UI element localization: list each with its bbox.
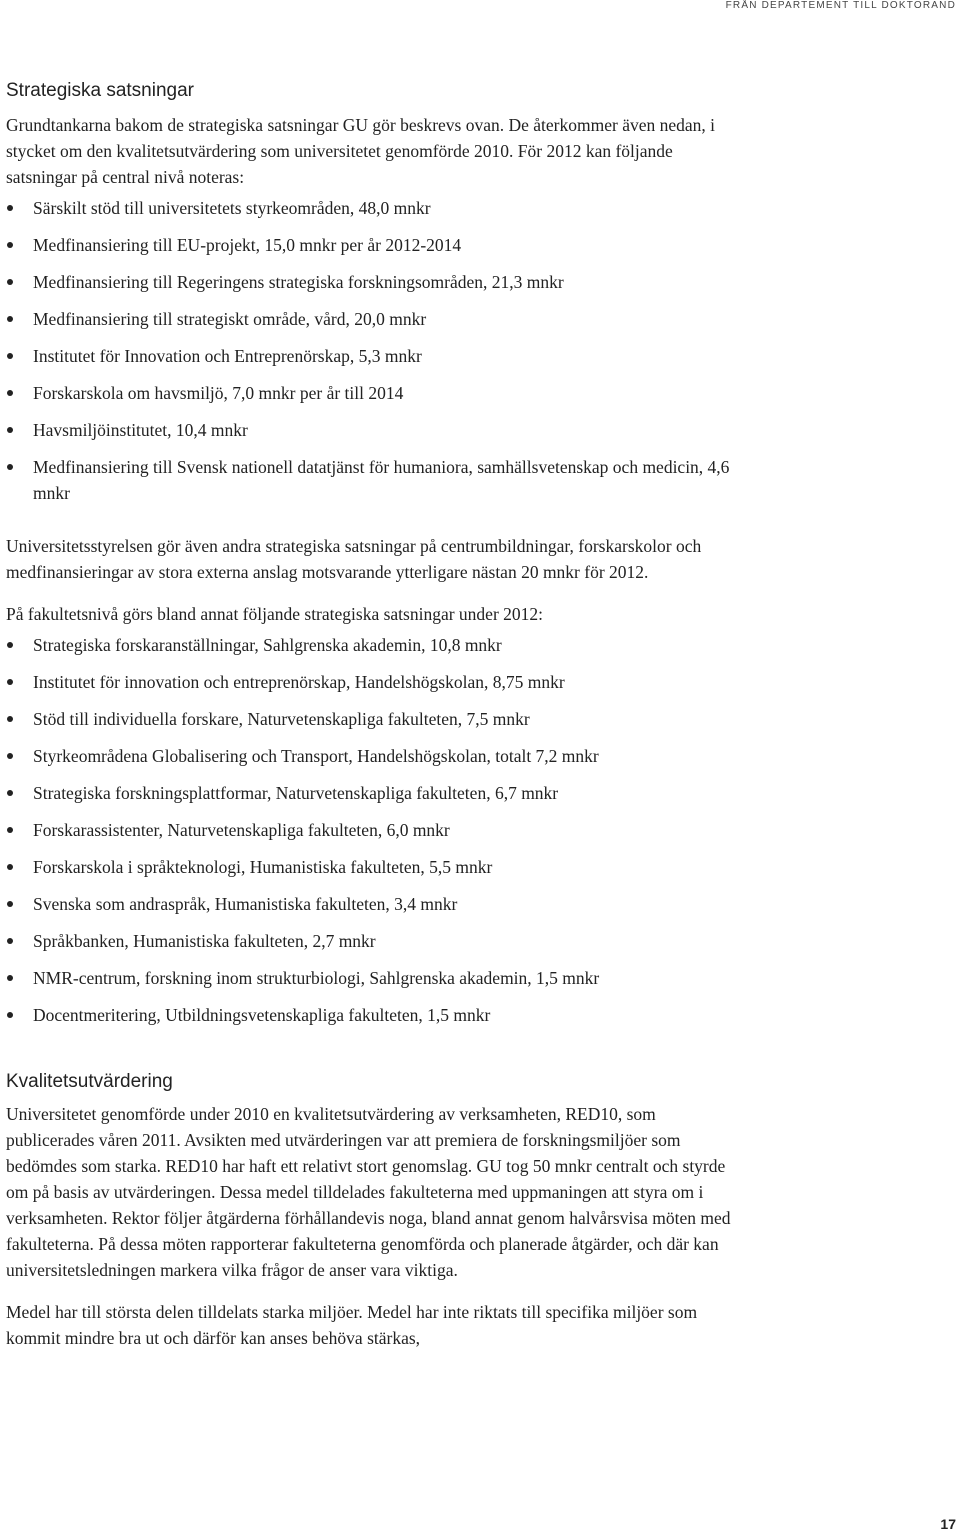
bullet-icon	[7, 938, 13, 944]
list-item: Medfinansiering till Svensk nationell datatjänst för humaniora, samhällsvetenskap och medicin, 4,6 mnkr	[6, 454, 746, 506]
bullet-icon	[7, 427, 13, 433]
page-number: 17	[940, 1516, 956, 1532]
bullet-icon	[7, 753, 13, 759]
section-heading-strategic: Strategiska satsningar	[6, 80, 194, 101]
list-item: Institutet för Innovation och Entreprenörskap, 5,3 mnkr	[6, 343, 746, 369]
list-item: Forskarskola om havsmiljö, 7,0 mnkr per år till 2014	[6, 380, 746, 406]
intro-paragraph: Grundtankarna bakom de strategiska satsningar GU gör beskrevs ovan. De återkommer även nedan, i stycket om den kvalitetsutvärdering som universitetet genomförde 2010. För 2012 kan följande satsningar på central nivå noteras:	[6, 115, 716, 187]
running-header: FRÅN DEPARTEMENT TILL DOKTORAND	[725, 0, 956, 11]
bullet-icon	[7, 464, 13, 470]
bullet-icon	[7, 316, 13, 322]
bullet-icon	[7, 716, 13, 722]
bullet-icon	[7, 642, 13, 648]
list-item: Medfinansiering till strategiskt område, vård, 20,0 mnkr	[6, 306, 746, 332]
list-item: Språkbanken, Humanistiska fakulteten, 2,7 mnkr	[6, 928, 746, 954]
quality-paragraph-1: Universitetet genomförde under 2010 en kvalitetsutvärdering av verksamheten, RED10, som publicerades våren 2011. Avsikten med utvärderingen var att premiera de forskningsmiljöer som bedömdes som starka. RED10 har haft ett relativt stort genomslag. GU tog 50 mnkr centralt och styrde om på basis av utvärderingen. Dessa medel tilldelades fakulteterna med uppmaningen att styra om i verksamheten. Rektor följer åtgärderna förhållandevis noga, bland annat genom halvårsvisa möten med fakulteterna. På dessa möten rapporterar fakulteterna genomförda och planerade åtgärder, och där kan universitetsledningen markera vilka frågor de anser vara viktiga.	[6, 1104, 731, 1280]
bullet-icon	[7, 242, 13, 248]
bullet-icon	[7, 827, 13, 833]
bullet-icon	[7, 279, 13, 285]
list-item: Medfinansiering till Regeringens strategiska forskningsområden, 21,3 mnkr	[6, 269, 746, 295]
list-item: Stöd till individuella forskare, Naturvetenskapliga fakulteten, 7,5 mnkr	[6, 706, 746, 732]
faculty-investments-list	[6, 632, 746, 1028]
list-item: Docentmeritering, Utbildningsvetenskapliga fakulteten, 1,5 mnkr	[6, 1002, 746, 1028]
bullet-icon	[7, 353, 13, 359]
bullet-icon	[7, 901, 13, 907]
list-item: Forskarskola i språkteknologi, Humanistiska fakulteten, 5,5 mnkr	[6, 854, 746, 880]
bullet-icon	[7, 790, 13, 796]
board-paragraph: Universitetsstyrelsen gör även andra strategiska satsningar på centrumbildningar, forskarskolor och medfinansieringar av stora externa anslag motsvarande ytterligare nästan 20 mnkr för 2012.	[6, 536, 702, 582]
bullet-icon	[7, 864, 13, 870]
section-heading-quality: Kvalitetsutvärdering	[6, 1071, 173, 1092]
page-content	[6, 78, 746, 1351]
list-item: Särskilt stöd till universitetets styrkeområden, 48,0 mnkr	[6, 195, 746, 221]
list-item: Havsmiljöinstitutet, 10,4 mnkr	[6, 417, 746, 443]
list-item: Styrkeområdena Globalisering och Transport, Handelshögskolan, totalt 7,2 mnkr	[6, 743, 746, 769]
list-item: Svenska som andraspråk, Humanistiska fakulteten, 3,4 mnkr	[6, 891, 746, 917]
bullet-icon	[7, 205, 13, 211]
central-investments-list	[6, 195, 746, 506]
list-item: Institutet för innovation och entreprenörskap, Handelshögskolan, 8,75 mnkr	[6, 669, 746, 695]
bullet-icon	[7, 1012, 13, 1018]
list-item: Strategiska forskningsplattformar, Naturvetenskapliga fakulteten, 6,7 mnkr	[6, 780, 746, 806]
list-item: NMR-centrum, forskning inom strukturbiologi, Sahlgrenska akademin, 1,5 mnkr	[6, 965, 746, 991]
bullet-icon	[7, 390, 13, 396]
bullet-icon	[7, 679, 13, 685]
list-item: Strategiska forskaranställningar, Sahlgrenska akademin, 10,8 mnkr	[6, 632, 746, 658]
list-item: Medfinansiering till EU-projekt, 15,0 mnkr per år 2012-2014	[6, 232, 746, 258]
list-item: Forskarassistenter, Naturvetenskapliga fakulteten, 6,0 mnkr	[6, 817, 746, 843]
quality-paragraph-2: Medel har till största delen tilldelats starka miljöer. Medel har inte riktats till specifika miljöer som kommit mindre bra ut och därför kan anses behöva stärkas,	[6, 1302, 698, 1348]
bullet-icon	[7, 975, 13, 981]
faculty-intro: På fakultetsnivå görs bland annat följande strategiska satsningar under 2012:	[6, 604, 544, 624]
